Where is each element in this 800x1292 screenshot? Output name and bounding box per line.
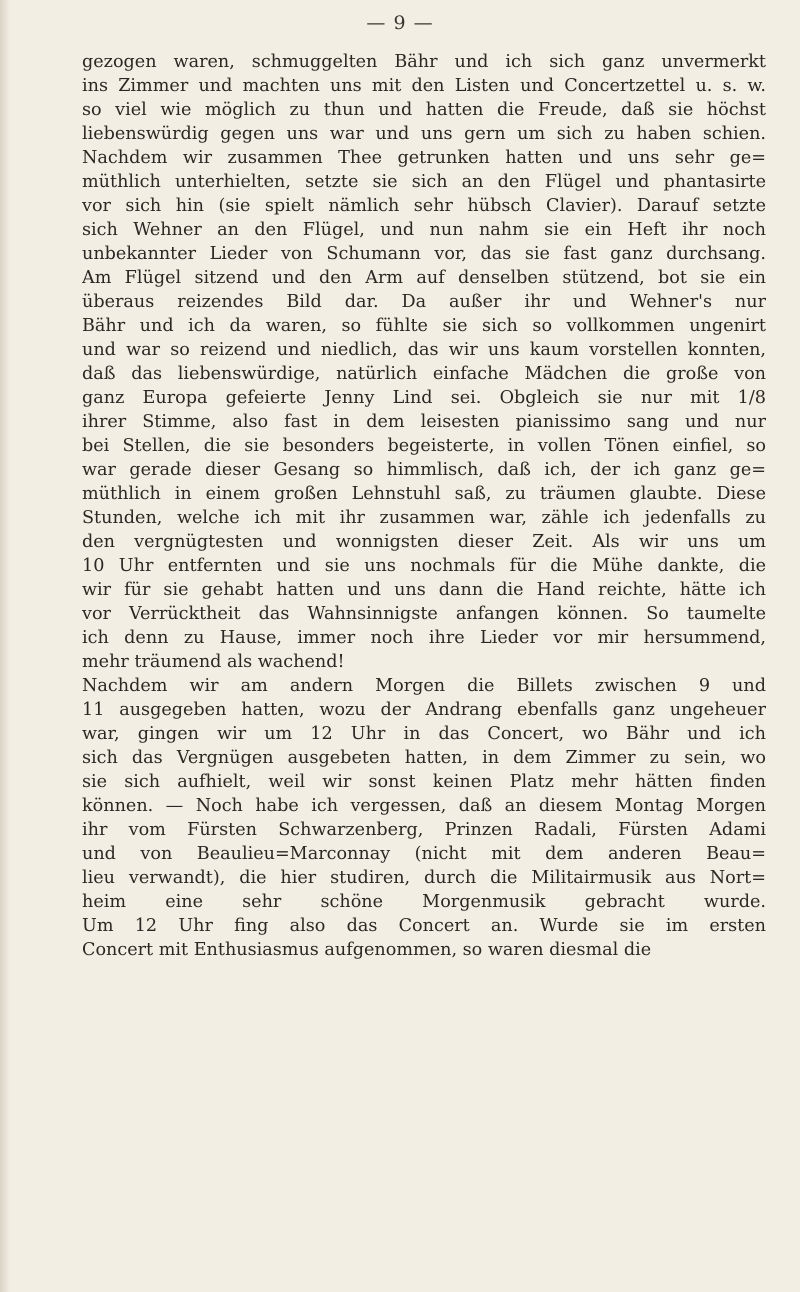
text-line: müthlich in einem großen Lehnstuhl saß, zu träumen glaubte. Diese [82, 484, 766, 504]
text-line: liebenswürdig gegen uns war und uns gern um sich zu haben schien. [82, 124, 766, 144]
text-line: überaus reizendes Bild dar. Da außer ihr und Wehner's nur [82, 292, 766, 312]
text-line: bei Stellen, die sie besonders begeisterte, in vollen Tönen einfiel, so [82, 436, 766, 456]
paragraph-2 [82, 674, 766, 962]
body-text [82, 50, 766, 962]
text-line: vor Verrücktheit das Wahnsinnigste anfangen können. So taumelte [82, 604, 766, 624]
text-line: daß das liebenswürdige, natürlich einfache Mädchen die große von [82, 364, 766, 384]
text-line: ganz Europa gefeierte Jenny Lind sei. Obgleich sie nur mit 1/8 [82, 388, 766, 408]
text-line: sie sich aufhielt, weil wir sonst keinen Platz mehr hätten finden [82, 772, 766, 792]
text-line: Nachdem wir am andern Morgen die Billets zwischen 9 und [82, 676, 766, 696]
text-line: und war so reizend und niedlich, das wir uns kaum vorstellen konnten, [82, 340, 766, 360]
text-line: den vergnügtesten und wonnigsten dieser Zeit. Als wir uns um [82, 532, 766, 552]
text-line: vor sich hin (sie spielt nämlich sehr hübsch Clavier). Darauf setzte [82, 196, 766, 216]
text-line: 11 ausgegeben hatten, wozu der Andrang ebenfalls ganz ungeheuer [82, 700, 766, 720]
text-line: Concert mit Enthusiasmus aufgenommen, so waren diesmal die [82, 940, 652, 960]
text-line: war gerade dieser Gesang so himmlisch, daß ich, der ich ganz ge= [82, 460, 766, 480]
text-line: ich denn zu Hause, immer noch ihre Lieder vor mir hersummend, [82, 628, 766, 648]
text-line: unbekannter Lieder von Schumann vor, das sie fast ganz durchsang. [82, 244, 766, 264]
text-line: Am Flügel sitzend und den Arm auf denselben stützend, bot sie ein [82, 268, 766, 288]
text-line: war, gingen wir um 12 Uhr in das Concert, wo Bähr und ich [82, 724, 766, 744]
text-line: können. — Noch habe ich vergessen, daß an diesem Montag Morgen [82, 796, 766, 816]
text-line: müthlich unterhielten, setzte sie sich an den Flügel und phantasirte [82, 172, 766, 192]
paragraph-1 [82, 50, 766, 674]
text-line: heim eine sehr schöne Morgenmusik gebracht wurde. [82, 892, 766, 912]
text-line: Bähr und ich da waren, so fühlte sie sich so vollkommen ungenirt [82, 316, 766, 336]
text-line: sich das Vergnügen ausgebeten hatten, in dem Zimmer zu sein, wo [82, 748, 766, 768]
text-line: ins Zimmer und machten uns mit den Listen und Concertzettel u. s. w. [82, 76, 766, 96]
text-line: 10 Uhr entfernten und sie uns nochmals für die Mühe dankte, die [82, 556, 766, 576]
text-line: mehr träumend als wachend! [82, 652, 345, 672]
text-line: ihr vom Fürsten Schwarzenberg, Prinzen Radali, Fürsten Adami [82, 820, 766, 840]
text-line: wir für sie gehabt hatten und uns dann die Hand reichte, hätte ich [82, 580, 766, 600]
text-line: so viel wie möglich zu thun und hatten die Freude, daß sie höchst [82, 100, 766, 120]
text-line: Um 12 Uhr fing also das Concert an. Wurde sie im ersten [82, 916, 766, 936]
text-line: lieu verwandt), die hier studiren, durch die Militairmusik aus Nort= [82, 868, 766, 888]
text-line: ihrer Stimme, also fast in dem leisesten pianissimo sang und nur [82, 412, 766, 432]
page-gutter-shadow [0, 0, 10, 1292]
text-line: und von Beaulieu=Marconnay (nicht mit dem anderen Beau= [82, 844, 766, 864]
text-line: gezogen waren, schmuggelten Bähr und ich sich ganz unvermerkt [82, 52, 766, 72]
text-line: sich Wehner an den Flügel, und nun nahm sie ein Heft ihr noch [82, 220, 766, 240]
text-line: Nachdem wir zusammen Thee getrunken hatten und uns sehr ge= [82, 148, 766, 168]
page-number: — 9 — [366, 12, 434, 34]
text-line: Stunden, welche ich mit ihr zusammen war, zähle ich jedenfalls zu [82, 508, 766, 528]
